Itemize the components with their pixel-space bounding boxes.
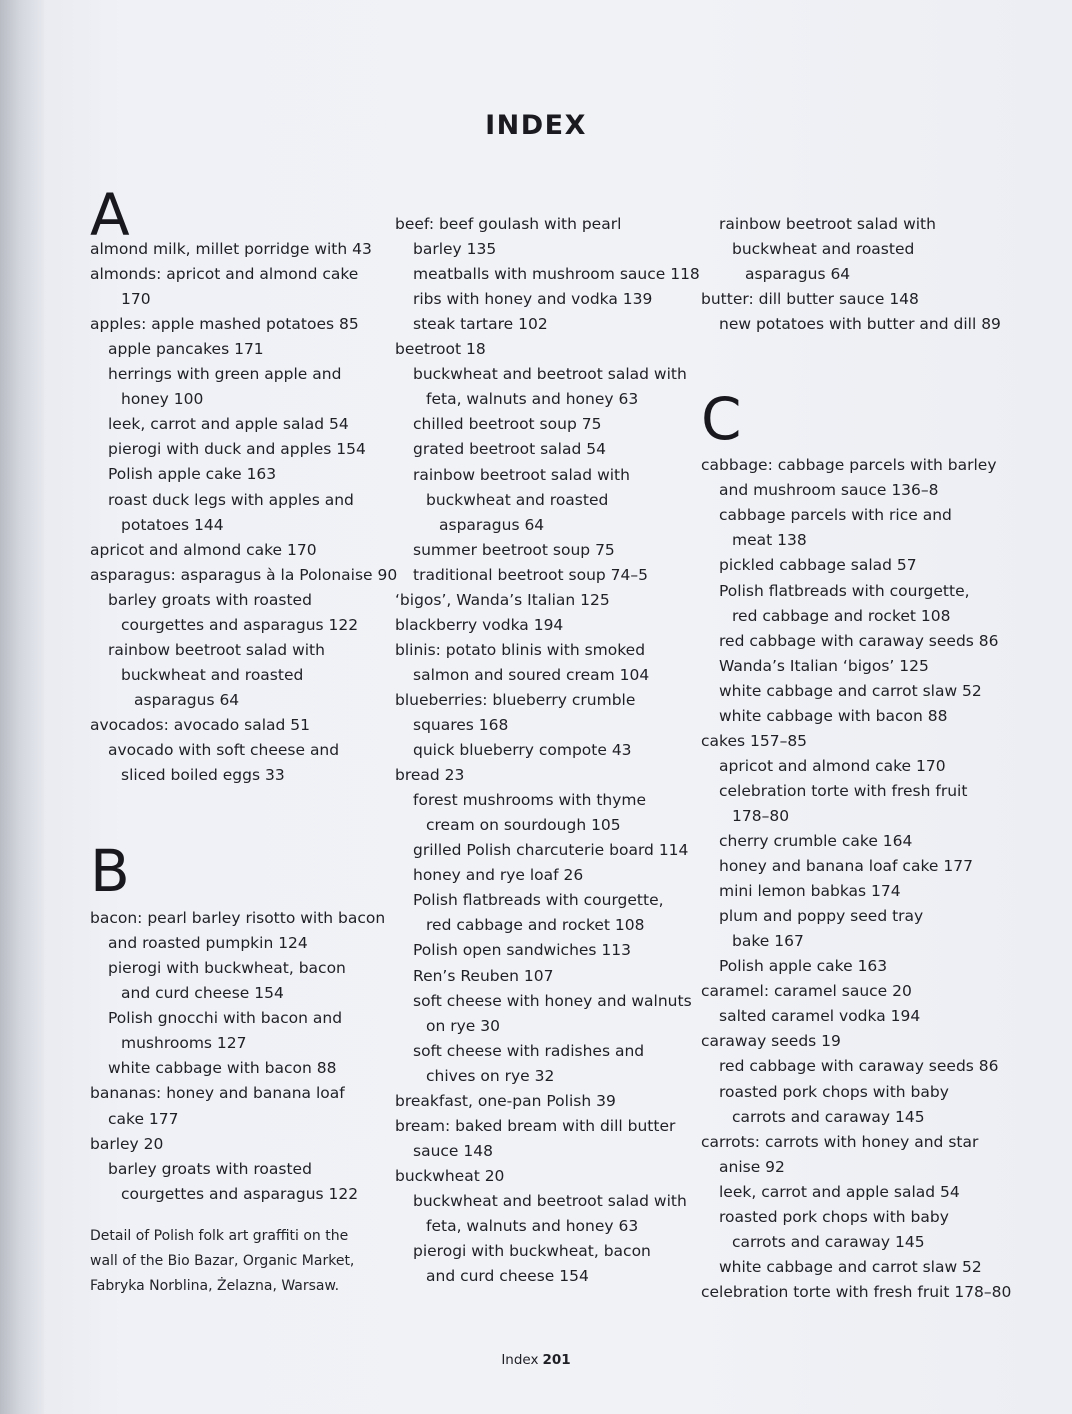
photo-caption-line: Fabryka Norblina, Żelazna, Warsaw. [90,1278,340,1294]
index-entry: caraway seeds 19 [701,1032,841,1051]
index-entry: blueberries: blueberry crumble [395,690,636,709]
index-subentry: cream on sourdough 105 [426,816,621,835]
index-entry: bacon: pearl barley risotto with bacon [90,909,386,928]
index-subentry: rainbow beetroot salad with [719,215,936,233]
index-entry: carrots: carrots with honey and star [701,1132,979,1151]
index-subentry: apricot and almond cake 170 [719,756,946,775]
index-subentry: feta, walnuts and honey 63 [426,390,639,409]
index-subentry: celebration torte with fresh fruit [719,781,968,800]
index-subentry: mushrooms 127 [121,1034,247,1053]
index-subentry: chilled beetroot soup 75 [413,415,602,434]
index-subentry: barley 135 [413,240,497,259]
index-subentry: barley groats with roasted [108,590,312,609]
index-subentry: herrings with green apple and [108,365,342,384]
index-entry: barley 20 [90,1134,164,1153]
index-entry: beef: beef goulash with pearl [395,215,622,233]
footer-label: Index [501,1352,539,1368]
index-subentry: rainbow beetroot salad with [413,465,630,484]
index-subentry: white cabbage with bacon 88 [108,1059,337,1078]
index-subentry: pierogi with buckwheat, bacon [108,959,346,978]
page-footer [0,1352,1072,1368]
index-entry: bream: baked bream with dill butter [395,1116,676,1135]
index-subentry: pierogi with duck and apples 154 [108,440,366,459]
index-subentry: white cabbage and carrot slaw 52 [719,1257,982,1276]
index-subentry: buckwheat and roasted [732,240,915,259]
index-subentry: potatoes 144 [121,515,224,534]
index-subentry: carrots and caraway 145 [732,1107,925,1126]
index-subentry: Polish flatbreads with courgette, [413,891,664,910]
index-subentry: and curd cheese 154 [426,1267,589,1286]
page-number: 201 [542,1352,571,1368]
index-entry: blinis: potato blinis with smoked [395,640,646,659]
index-subentry: grated beetroot salad 54 [413,440,606,459]
index-subentry: honey and rye loaf 26 [413,866,584,885]
index-subentry: plum and poppy seed tray [719,907,924,926]
index-subentry: Polish flatbreads with courgette, [719,581,970,600]
index-subentry: red cabbage with caraway seeds 86 [719,631,999,650]
index-entry: apples: apple mashed potatoes 85 [90,315,359,334]
index-entry: beetroot 18 [395,340,486,359]
section-letter-b: B [90,837,130,906]
index-subentry: red cabbage and rocket 108 [426,916,645,935]
index-entry: asparagus: asparagus à la Polonaise 90 [90,565,398,584]
index-subentry: leek, carrot and apple salad 54 [108,415,349,434]
index-column-1 [90,0,398,1414]
index-entry: caramel: caramel sauce 20 [701,982,912,1001]
index-entry: ‘bigos’, Wanda’s Italian 125 [395,590,610,609]
index-subentry: salmon and soured cream 104 [413,665,650,684]
photo-caption-line: wall of the Bio Bazar, Organic Market, [90,1253,355,1269]
index-entry: avocados: avocado salad 51 [90,715,311,734]
index-subentry: chives on rye 32 [426,1066,555,1085]
index-subentry: cabbage parcels with rice and [719,506,952,525]
index-subentry: salted caramel vodka 194 [719,1007,921,1026]
index-subentry: Polish gnocchi with bacon and [108,1009,343,1028]
index-subentry: traditional beetroot soup 74–5 [413,565,648,584]
index-subentry: Ren’s Reuben 107 [413,966,554,985]
index-subentry: honey 100 [121,390,204,409]
index-subentry: roasted pork chops with baby [719,1082,949,1101]
photo-caption-line: Detail of Polish folk art graffiti on the [90,1228,349,1244]
index-entry: blackberry vodka 194 [395,615,564,634]
index-subentry: roasted pork chops with baby [719,1207,949,1226]
index-subentry: summer beetroot soup 75 [413,540,615,559]
index-entry: breakfast, one-pan Polish 39 [395,1091,616,1110]
index-subentry: cake 177 [108,1109,179,1128]
index-entry: apricot and almond cake 170 [90,540,317,559]
index-subentry: carrots and caraway 145 [732,1232,925,1251]
index-subentry: forest mushrooms with thyme [413,791,647,810]
index-subentry: on rye 30 [426,1016,500,1035]
index-subentry: ribs with honey and vodka 139 [413,290,653,309]
section-letter-a: A [90,181,130,249]
index-subentry: Polish apple cake 163 [108,465,277,484]
index-entry: bread 23 [395,766,465,785]
index-subentry: asparagus 64 [439,515,545,534]
index-subentry: leek, carrot and apple salad 54 [719,1182,960,1201]
index-entry: butter: dill butter sauce 148 [701,290,919,309]
index-subentry: barley groats with roasted [108,1159,312,1178]
index-subentry: 170 [121,290,151,309]
index-subentry: grilled Polish charcuterie board 114 [413,841,689,860]
index-entry: buckwheat 20 [395,1166,505,1185]
index-subentry: buckwheat and roasted [121,665,304,684]
index-column-2 [395,0,700,1414]
index-subentry: rainbow beetroot salad with [108,640,325,659]
index-subentry: courgettes and asparagus 122 [121,1184,359,1203]
index-subentry: red cabbage and rocket 108 [732,606,951,625]
index-subentry: pickled cabbage salad 57 [719,556,917,575]
index-subentry: Wanda’s Italian ‘bigos’ 125 [719,656,929,675]
index-subentry: asparagus 64 [745,265,851,284]
index-subentry: roast duck legs with apples and [108,490,354,509]
index-subentry: steak tartare 102 [413,315,548,334]
index-subentry: buckwheat and beetroot salad with [413,1191,687,1210]
index-subentry: meatballs with mushroom sauce 118 [413,265,700,284]
index-subentry: cherry crumble cake 164 [719,832,913,850]
index-subentry: soft cheese with honey and walnuts [413,991,692,1010]
index-entry: celebration torte with fresh fruit 178–80 [701,1282,1012,1301]
index-subentry: and curd cheese 154 [121,984,284,1003]
index-entry: almond milk, millet porridge with 43 [90,240,372,258]
index-column-3 [701,0,1031,1414]
index-subentry: buckwheat and beetroot salad with [413,365,687,384]
index-subentry: and roasted pumpkin 124 [108,934,308,953]
index-subentry: Polish open sandwiches 113 [413,941,632,960]
index-subentry: mini lemon babkas 174 [719,882,901,901]
index-subentry: courgettes and asparagus 122 [121,615,359,634]
index-subentry: new potatoes with butter and dill 89 [719,315,1001,334]
index-subentry: white cabbage with bacon 88 [719,706,948,725]
index-subentry: 178–80 [732,806,790,825]
index-entry: bananas: honey and banana loaf [90,1084,345,1103]
index-subentry: quick blueberry compote 43 [413,741,632,760]
index-subentry: Polish apple cake 163 [719,957,888,976]
index-subentry: bake 167 [732,932,804,951]
index-subentry: soft cheese with radishes and [413,1041,645,1060]
page-title: INDEX [485,110,587,141]
book-spine-shadow [0,0,44,1414]
index-entry: cakes 157–85 [701,731,808,750]
index-subentry: sliced boiled eggs 33 [121,766,285,785]
index-subentry: avocado with soft cheese and [108,741,340,759]
index-subentry: apple pancakes 171 [108,340,264,359]
index-subentry: and mushroom sauce 136–8 [719,481,939,500]
section-letter-c: C [701,385,742,454]
index-subentry: meat 138 [732,531,807,550]
index-subentry: buckwheat and roasted [426,490,609,509]
index-subentry: white cabbage and carrot slaw 52 [719,681,982,700]
index-subentry: asparagus 64 [134,690,240,709]
index-entry: almonds: apricot and almond cake [90,265,359,284]
index-subentry: red cabbage with caraway seeds 86 [719,1057,999,1076]
index-subentry: squares 168 [413,716,509,734]
index-subentry: honey and banana loaf cake 177 [719,857,973,876]
index-subentry: feta, walnuts and honey 63 [426,1217,639,1235]
index-subentry: sauce 148 [413,1141,493,1160]
index-subentry: anise 92 [719,1157,785,1176]
index-subentry: pierogi with buckwheat, bacon [413,1242,651,1261]
index-entry: cabbage: cabbage parcels with barley [701,456,997,475]
